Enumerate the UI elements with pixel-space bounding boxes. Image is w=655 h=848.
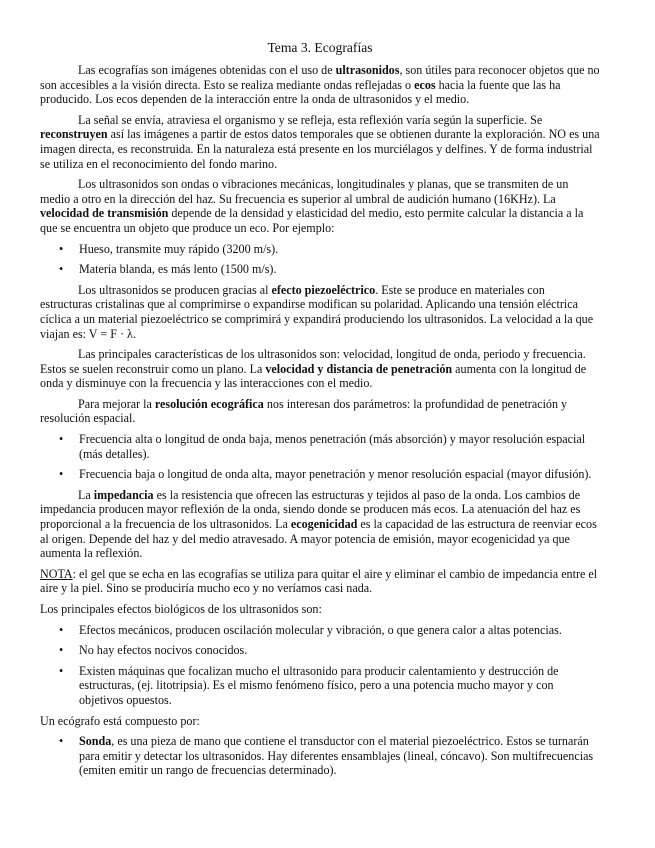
list-item: • Existen máquinas que focalizan mucho el ultrasonido para producir calentamiento y destrucción de estructuras, (ej. litotripsia). Es el mismo fenómeno físico, pero a una potencia mucho mayor y con objetivos opuestos. (59, 663, 559, 707)
term-velocidad-transmision: velocidad de transmisión (40, 206, 169, 221)
page-title: Tema 3. Ecografías (267, 40, 373, 55)
paragraph-characteristics: Las principales características de los ultrasonidos son: velocidad, longitud de onda, periodo y frecuencia. Estos se suelen reconstruir como un plano. La velocidad y distancia de penetración aumenta con la longitud de onda y disminuye con la frecuencia y las interacciones con el medio. (40, 347, 587, 391)
list-ecografo-parts (40, 734, 600, 778)
paragraph-ecografo-intro: Un ecógrafo está compuesto por: (40, 713, 200, 728)
term-ecogenicidad: ecogenicidad (290, 517, 358, 532)
bullet-icon: • (59, 262, 64, 277)
term-ecos: ecos (414, 77, 436, 92)
list-item: • Sonda, es una pieza de mano que contiene el transductor con el material piezoeléctrico. Estos se turnarán para emitir y detectar los ultrasonidos. Hay diferentes ensamblajes (lineal, cóncavo). Son multifrecuencias (emiten emitir un rango de frecuencias determinado). (59, 734, 594, 778)
list-biological-effects (40, 623, 600, 708)
bullet-icon: • (59, 432, 64, 447)
bullet-icon: • (59, 467, 64, 482)
term-resolucion-ecografica: resolución ecográfica (154, 396, 264, 411)
paragraph-resolution: Para mejorar la resolución ecográfica nos interesan dos parámetros: la profundidad de penetración y resolución espacial. (40, 396, 568, 426)
term-ultrasonidos: ultrasonidos (335, 63, 400, 77)
paragraph-signal: La señal se envía, atraviesa el organismo y se refleja, esta reflexión varía según la superficie. Se reconstruyen así las imágenes a partir de estos datos temporales que se obtienen durante la exploración. NO es una imagen directa, es reconstruida. En la naturaleza está presente en los murciélagos y delfines. Y de forma industrial se utiliza en el reconocimiento del fondo marino. (40, 112, 600, 171)
term-reconstruyen: reconstruyen (40, 127, 108, 142)
term-velocidad-penetracion: velocidad y distancia de penetración (265, 361, 453, 376)
bullet-icon: • (59, 663, 64, 678)
list-item: • Efectos mecánicos, producen oscilación molecular y vibración, o que genera calor a altas potencias. (59, 622, 562, 637)
paragraph-nota: NOTA: el gel que se echa en las ecografías se utiliza para quitar el aire y eliminar el cambio de impedancia entre el aire y la piel. Sino se produciría mucho eco y no veríamos casi nada. (40, 566, 598, 596)
bullet-icon: • (59, 643, 64, 658)
nota-label: NOTA (40, 566, 73, 581)
list-item: • No hay efectos nocivos conocidos. (59, 643, 248, 658)
bullet-icon: • (59, 622, 64, 637)
list-item: • Frecuencia alta o longitud de onda baja, menos penetración (más absorción) y mayor resolución espacial (más detalles). (59, 432, 586, 461)
list-item: • Frecuencia baja o longitud de onda alta, mayor penetración y menor resolución espacial (mayor difusión). (59, 467, 592, 482)
bullet-icon: • (59, 734, 64, 749)
list-item: • Hueso, transmite muy rápido (3200 m/s). (59, 241, 279, 256)
list-frequency (40, 432, 600, 482)
paragraph-piezo: Los ultrasonidos se producen gracias al efecto piezoeléctrico. Este se produce en materiales con estructuras cristalinas que al comprimirse o expandirse modifican su polaridad. Aplicando una tensión eléctrica cíclica a un material piezoeléctrico se comprimirá y expandirá produciendo los ultrasonidos. La velocidad a la que viajan es: V = F · λ. (40, 282, 594, 341)
paragraph-waves: Los ultrasonidos son ondas o vibraciones mecánicas, longitudinales y planas, que se transmiten de un medio a otro en la dirección del haz. Su frecuencia es superior al umbral de audición humano (16KHz). La velocidad de transmisión depende de la densidad y elasticidad del medio, esto permite calcular la distancia a la que se encuentra un objeto que produce un eco. Por ejemplo: (40, 177, 584, 235)
paragraph-effects-intro: Los principales efectos biológicos de los ultrasonidos son: (40, 602, 322, 616)
list-speed-examples (40, 242, 600, 277)
paragraph-intro: Las ecografías son imágenes obtenidas con el uso de ultrasonidos, son útiles para reconocer objetos que no son accesibles a la visión directa. Esto se realiza mediante ondas reflejadas o ecos hacia la fuente que las ha producido. Los ecos dependen de la interacción entre la onda de ultrasonidos y el medio. (40, 63, 600, 107)
document-body (40, 40, 600, 784)
term-impedancia: impedancia (93, 487, 154, 502)
paragraph-impedance: La impedancia es la resistencia que ofrecen las estructuras y tejidos al paso de la onda. Los cambios de impedancia producen mayor reflexión de la onda, siendo donde se producen más ecos. La atenuación del haz es proporcional a la frecuencia de los ultrasonidos. La ecogenicidad es la capacidad de las estructura de reenviar ecos al origen. Depende del haz y del medio atravesado. A mayor potencia de emisión, mayor ecogenicidad ya que aumenta la reflexión. (40, 487, 597, 561)
term-efecto-piezoelectrico: efecto piezoeléctrico (271, 282, 376, 297)
term-sonda: Sonda (79, 734, 112, 749)
bullet-icon: • (59, 241, 64, 256)
list-item: • Materia blanda, es más lento (1500 m/s). (59, 262, 277, 277)
